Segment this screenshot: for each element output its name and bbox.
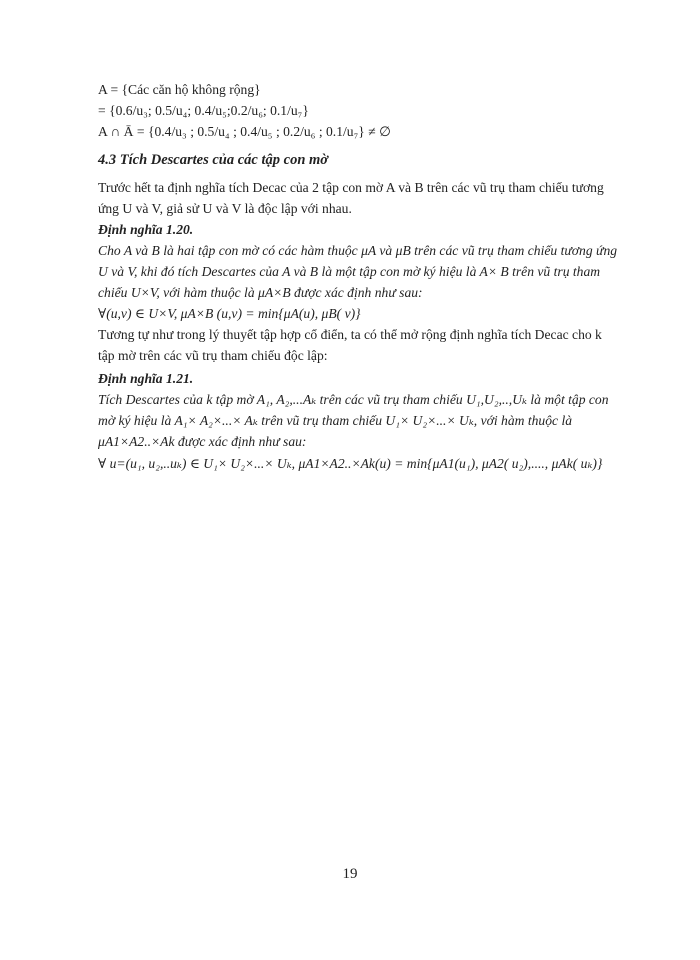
section-heading: 4.3 Tích Descartes của các tập con mờ bbox=[98, 152, 329, 168]
paragraph-2-line-2: tập mờ trên các vũ trụ tham chiếu độc lập: bbox=[98, 348, 328, 363]
definition-1-20-line-2: U và V, khi đó tích Descartes của A và B là một tập con mờ ký hiệu là A× B trên vũ trụ tham bbox=[98, 264, 601, 279]
set-definition-line: A = {Các căn hộ không rộng} bbox=[98, 82, 261, 97]
definition-1-21-line-1: Tích Descartes của k tập mờ A₁, A₂,...Aₖ trên các vũ trụ tham chiếu U₁,U₂,..,Uₖ là một tập con bbox=[98, 392, 609, 407]
paragraph-1-line-1: Trước hết ta định nghĩa tích Decac của 2 tập con mờ A và B trên các vũ trụ tham chiếu tương bbox=[98, 180, 604, 195]
definition-1-20-line-3: chiếu U×V, với hàm thuộc là μA×B được xác định như sau: bbox=[98, 285, 423, 300]
definition-1-20-line-1: Cho A và B là hai tập con mờ có các hàm thuộc μA và μB trên các vũ trụ tham chiếu tương ứng bbox=[98, 243, 618, 258]
definition-1-20-title: Định nghĩa 1.20. bbox=[98, 222, 194, 237]
formula-1: ∀(u,v) ∈ U×V, μA×B (u,v) = min{μA(u), μB( v)} bbox=[98, 306, 361, 321]
set-values-line: = {0.6/u₃; 0.5/u₄; 0.4/u₅;0.2/u₆; 0.1/u₇} bbox=[98, 103, 309, 118]
definition-1-21-title: Định nghĩa 1.21. bbox=[98, 371, 194, 386]
formula-2: ∀ u=(u₁, u₂,..uₖ) ∈ U₁× U₂×...× Uₖ, μA1×A2..×Ak(u) = min{μA1(u₁), μA2( u₂),...., μAk( uₖ)} bbox=[98, 456, 603, 471]
intersection-line: A ∩ Ā = {0.4/u₃ ; 0.5/u₄ ; 0.4/u₅ ; 0.2/u₆ ; 0.1/u₇} ≠ ∅ bbox=[98, 124, 391, 139]
paragraph-2-line-1: Tương tự như trong lý thuyết tập hợp cổ điển, ta có thể mở rộng định nghĩa tích Decac cho k bbox=[98, 327, 602, 342]
page-number: 19 bbox=[342, 866, 358, 882]
definition-1-21-line-3: μA1×A2..×Ak được xác định như sau: bbox=[98, 434, 307, 449]
paragraph-1-line-2: ứng U và V, giả sử U và V là độc lập với nhau. bbox=[98, 201, 352, 216]
definition-1-21-line-2: mờ ký hiệu là A₁× A₂×...× Aₖ trên vũ trụ tham chiếu U₁× U₂×...× Uₖ, với hàm thuộc là bbox=[98, 413, 573, 428]
